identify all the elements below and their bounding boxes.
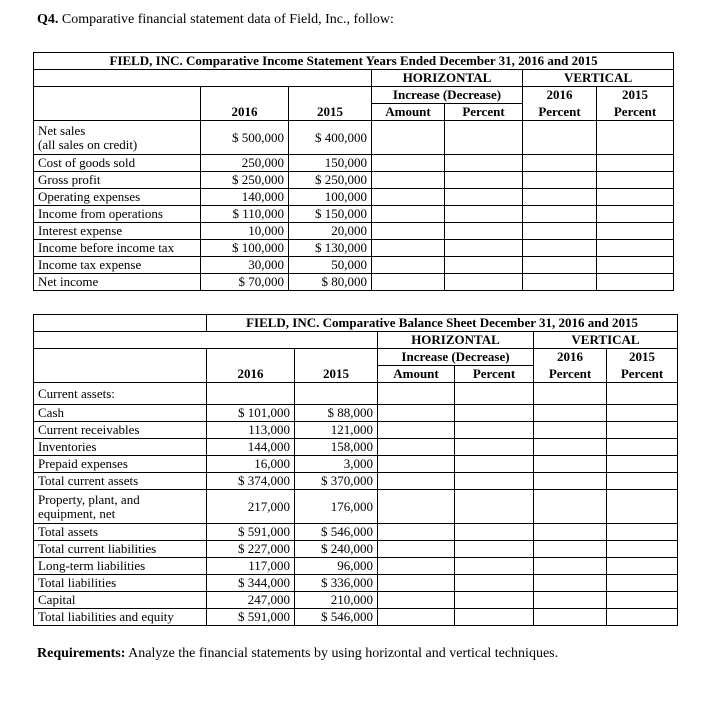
value-2016: $ 374,000 — [207, 473, 295, 490]
income-row-income-before-tax — [34, 240, 674, 257]
income-vertical-2016-percent-header: Percent — [523, 104, 597, 121]
balance-vertical-header: VERTICAL — [534, 332, 678, 349]
value-2015: 121,000 — [295, 422, 378, 439]
value-2016: $ 110,000 — [201, 206, 289, 223]
income-amount-header: Amount — [372, 104, 445, 121]
row-label: Prepaid expenses — [34, 456, 207, 473]
income-statement-title: FIELD, INC. Comparative Income Statement Years Ended December 31, 2016 and 2015 — [34, 53, 674, 70]
value-2016: 144,000 — [207, 439, 295, 456]
value-2015: $ 546,000 — [295, 524, 378, 541]
value-2016: 247,000 — [207, 592, 295, 609]
row-label: Current assets: — [34, 383, 207, 405]
balance-sheet-title: FIELD, INC. Comparative Balance Sheet December 31, 2016 and 2015 — [207, 315, 678, 332]
value-2016: $ 591,000 — [207, 609, 295, 626]
income-vertical-2015-header: 2015 — [597, 87, 674, 104]
value-2016: $ 500,000 — [201, 121, 289, 155]
income-row-income-from-operations — [34, 206, 674, 223]
value-2016: $ 70,000 — [201, 274, 289, 291]
question-number: Q4. — [37, 12, 59, 27]
income-2015-header: 2015 — [289, 104, 372, 121]
income-percent-header: Percent — [445, 104, 523, 121]
income-vertical-2016-header: 2016 — [523, 87, 597, 104]
value-2015: 150,000 — [289, 155, 372, 172]
row-label: Total liabilities — [34, 575, 207, 592]
row-label: Total liabilities and equity — [34, 609, 207, 626]
value-2016: 217,000 — [207, 490, 295, 524]
balance-row-total-current-liabilities — [34, 541, 678, 558]
balance-title-row — [34, 315, 678, 332]
income-title-row — [34, 53, 674, 70]
balance-header-row-3 — [34, 366, 678, 383]
balance-horizontal-header: HORIZONTAL — [378, 332, 534, 349]
balance-row-cash — [34, 405, 678, 422]
requirements-label: Requirements: — [37, 646, 126, 661]
balance-amount-header: Amount — [378, 366, 455, 383]
value-2015: $ 80,000 — [289, 274, 372, 291]
value-2016: $ 101,000 — [207, 405, 295, 422]
income-horizontal-header: HORIZONTAL — [372, 70, 523, 87]
balance-row-total-current-assets — [34, 473, 678, 490]
value-2016: $ 591,000 — [207, 524, 295, 541]
value-2016: 140,000 — [201, 189, 289, 206]
row-label: Interest expense — [34, 223, 201, 240]
balance-percent-header: Percent — [455, 366, 534, 383]
income-header-row-1 — [34, 70, 674, 87]
row-label: Current receivables — [34, 422, 207, 439]
balance-vertical-2016-header: 2016 — [534, 349, 607, 366]
balance-2015-header: 2015 — [295, 366, 378, 383]
balance-row-total-liabilities-equity — [34, 609, 678, 626]
value-2015: $ 546,000 — [295, 609, 378, 626]
value-2015: $ 130,000 — [289, 240, 372, 257]
value-2016: $ 250,000 — [201, 172, 289, 189]
balance-row-inventories — [34, 439, 678, 456]
balance-row-total-assets — [34, 524, 678, 541]
balance-row-ppe-net — [34, 490, 678, 524]
row-label: Gross profit — [34, 172, 201, 189]
income-increase-decrease-header: Increase (Decrease) — [372, 87, 523, 104]
balance-row-total-liabilities — [34, 575, 678, 592]
row-label: Operating expenses — [34, 189, 201, 206]
income-row-gross-profit — [34, 172, 674, 189]
income-row-net-income — [34, 274, 674, 291]
income-row-interest-expense — [34, 223, 674, 240]
income-statement-table — [33, 52, 674, 291]
value-2016: 30,000 — [201, 257, 289, 274]
income-row-cogs — [34, 155, 674, 172]
income-row-operating-expenses — [34, 189, 674, 206]
balance-vertical-2015-header: 2015 — [607, 349, 678, 366]
income-header-row-2 — [34, 87, 674, 104]
value-2015: $ 370,000 — [295, 473, 378, 490]
income-vertical-header: VERTICAL — [523, 70, 674, 87]
row-label: Total current assets — [34, 473, 207, 490]
row-label: Capital — [34, 592, 207, 609]
balance-sheet-table — [33, 314, 678, 626]
income-row-net-sales — [34, 121, 674, 155]
row-label: Long-term liabilities — [34, 558, 207, 575]
value-2015: $ 88,000 — [295, 405, 378, 422]
question-heading — [37, 12, 394, 28]
value-2015: $ 150,000 — [289, 206, 372, 223]
value-2016: $ 227,000 — [207, 541, 295, 558]
balance-row-long-term-liabilities — [34, 558, 678, 575]
value-2016: $ 344,000 — [207, 575, 295, 592]
row-label: Total assets — [34, 524, 207, 541]
value-2015: 176,000 — [295, 490, 378, 524]
balance-vertical-2016-percent-header: Percent — [534, 366, 607, 383]
value-2016: 10,000 — [201, 223, 289, 240]
balance-row-capital — [34, 592, 678, 609]
row-label: Total current liabilities — [34, 541, 207, 558]
value-2015: 3,000 — [295, 456, 378, 473]
value-2015: 96,000 — [295, 558, 378, 575]
row-label: Net sales (all sales on credit) — [34, 121, 201, 155]
value-2015: $ 336,000 — [295, 575, 378, 592]
balance-header-row-2 — [34, 349, 678, 366]
income-header-row-3 — [34, 104, 674, 121]
balance-2016-header: 2016 — [207, 366, 295, 383]
balance-row-current-assets-heading — [34, 383, 678, 405]
requirements-text — [37, 646, 558, 662]
value-2016: 113,000 — [207, 422, 295, 439]
row-label: Income from operations — [34, 206, 201, 223]
income-row-income-tax-expense — [34, 257, 674, 274]
question-text: Comparative financial statement data of Field, Inc., follow: — [61, 12, 394, 27]
value-2015: 50,000 — [289, 257, 372, 274]
row-label: Cost of goods sold — [34, 155, 201, 172]
value-2016: 250,000 — [201, 155, 289, 172]
value-2015: 158,000 — [295, 439, 378, 456]
value-2015: 100,000 — [289, 189, 372, 206]
balance-increase-decrease-header: Increase (Decrease) — [378, 349, 534, 366]
value-2015: $ 400,000 — [289, 121, 372, 155]
value-2016: 16,000 — [207, 456, 295, 473]
balance-header-row-1 — [34, 332, 678, 349]
value-2015: $ 240,000 — [295, 541, 378, 558]
row-label: Net income — [34, 274, 201, 291]
row-label: Cash — [34, 405, 207, 422]
value-2016 — [207, 383, 295, 405]
value-2015: 210,000 — [295, 592, 378, 609]
income-vertical-2015-percent-header: Percent — [597, 104, 674, 121]
row-label: Income tax expense — [34, 257, 201, 274]
value-2016: $ 100,000 — [201, 240, 289, 257]
balance-vertical-2015-percent-header: Percent — [607, 366, 678, 383]
value-2015: $ 250,000 — [289, 172, 372, 189]
value-2015: 20,000 — [289, 223, 372, 240]
row-label: Inventories — [34, 439, 207, 456]
requirements-body: Analyze the financial statements by using horizontal and vertical techniques. — [128, 646, 559, 661]
row-label: Property, plant, and equipment, net — [34, 490, 207, 524]
income-2016-header: 2016 — [201, 104, 289, 121]
balance-row-prepaid-expenses — [34, 456, 678, 473]
row-label: Income before income tax — [34, 240, 201, 257]
value-2015 — [295, 383, 378, 405]
balance-row-current-receivables — [34, 422, 678, 439]
value-2016: 117,000 — [207, 558, 295, 575]
